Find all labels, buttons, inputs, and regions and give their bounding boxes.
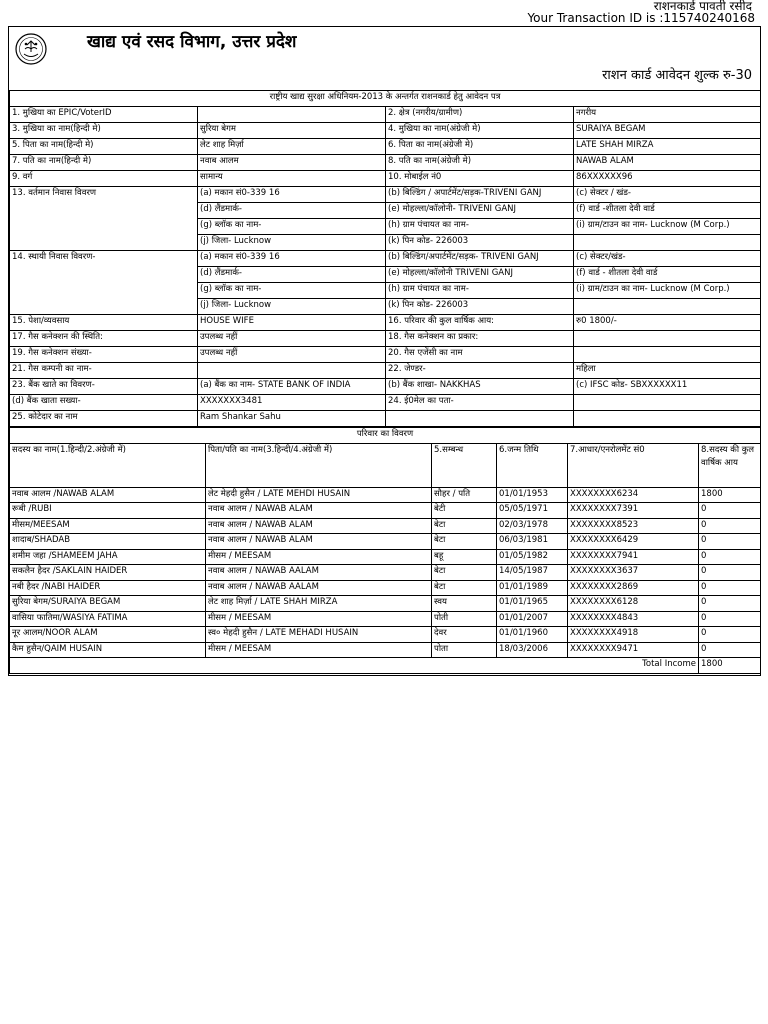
family-cell: शमीम जहा /SHAMEEM JAHA bbox=[10, 549, 206, 565]
applicant-details-table bbox=[9, 91, 761, 427]
family-cell: देवर bbox=[432, 627, 497, 643]
field-label: 19. गैस कनेक्शन संख्या- bbox=[10, 347, 198, 363]
family-cell: नवाब आलम / NAWAB ALAM bbox=[206, 503, 432, 519]
family-cell: मीसम / MEESAM bbox=[206, 549, 432, 565]
permanent-address-cell: (h) ग्राम पंचायत का नाम- bbox=[386, 283, 574, 299]
transaction-line bbox=[527, 11, 755, 25]
current-address-cell: (a) मकान सं0-339 16 bbox=[198, 187, 386, 203]
field-value: नगरीय bbox=[574, 107, 761, 123]
family-member-row bbox=[10, 487, 761, 503]
field-value: HOUSE WIFE bbox=[198, 315, 386, 331]
application-form bbox=[8, 26, 761, 676]
family-member-row bbox=[10, 596, 761, 612]
current-address-cell: (k) पिन कोड- 226003 bbox=[386, 235, 574, 251]
current-address-cell: (g) ब्लॉक का नाम- bbox=[198, 219, 386, 235]
field-value: 86XXXXXX96 bbox=[574, 171, 761, 187]
form-row bbox=[10, 139, 761, 155]
transaction-id: 115740240168 bbox=[663, 11, 755, 25]
current-address-cell: (i) ग्राम/टाउन का नाम- Lucknow (M Corp.) bbox=[574, 219, 761, 235]
family-cell: बहू bbox=[432, 549, 497, 565]
family-cell: 0 bbox=[699, 596, 761, 612]
field-label: 22. जेण्डर- bbox=[386, 363, 574, 379]
family-column-header: सदस्य का नाम(1.हिन्दी/2.अंग्रेजी में) bbox=[10, 443, 206, 487]
family-cell: XXXXXXXX3637 bbox=[568, 565, 699, 581]
family-member-row bbox=[10, 518, 761, 534]
family-member-row bbox=[10, 611, 761, 627]
current-address-label: 13. वर्तमान निवास विवरण bbox=[10, 187, 198, 251]
family-member-row bbox=[10, 580, 761, 596]
family-cell: 0 bbox=[699, 642, 761, 658]
permanent-address-cell: (a) मकान सं0-339 16 bbox=[198, 251, 386, 267]
total-income-value: 1800 bbox=[699, 658, 761, 674]
field-value: सुरिया बेगम bbox=[198, 123, 386, 139]
field-value: SURAIYA BEGAM bbox=[574, 123, 761, 139]
field-value: नवाब आलम bbox=[198, 155, 386, 171]
field-label: 17. गैस कनेक्शन की स्थिति: bbox=[10, 331, 198, 347]
form-row bbox=[10, 411, 761, 427]
field-label: 21. गैस कम्पनी का नाम- bbox=[10, 363, 198, 379]
family-cell: 01/01/1953 bbox=[497, 487, 568, 503]
form-row bbox=[10, 331, 761, 347]
family-cell: सकलैन हैदर /SAKLAIN HAIDER bbox=[10, 565, 206, 581]
family-cell: 0 bbox=[699, 611, 761, 627]
form-row bbox=[10, 347, 761, 363]
form-row bbox=[10, 171, 761, 187]
field-label: 20. गैस एजेंसी का नाम bbox=[386, 347, 574, 363]
current-address-cell bbox=[574, 235, 761, 251]
form-title: राष्ट्रीय खाद्य सुरक्षा अधिनियम-2013 के अन्तर्गत राशनकार्ड हेतु आवेदन पत्र bbox=[10, 91, 761, 107]
field-label: 4. मुखिया का नाम(अंग्रेजी मे) bbox=[386, 123, 574, 139]
family-cell: नवाब आलम /NAWAB ALAM bbox=[10, 487, 206, 503]
permanent-address-cell bbox=[574, 299, 761, 315]
family-cell: XXXXXXXX7941 bbox=[568, 549, 699, 565]
field-label: 10. मोबाईल नं0 bbox=[386, 171, 574, 187]
field-value: रु0 1800/- bbox=[574, 315, 761, 331]
field-label: 25. कोटेदार का नाम bbox=[10, 411, 198, 427]
field-value: उपलब्ध नहीं bbox=[198, 347, 386, 363]
field-label: 7. पति का नाम(हिन्दी मे) bbox=[10, 155, 198, 171]
family-cell: सुरिया बेगम/SURAIYA BEGAM bbox=[10, 596, 206, 612]
permanent-address-cell: (j) जिला- Lucknow bbox=[198, 299, 386, 315]
field-value: सामान्य bbox=[198, 171, 386, 187]
family-cell: 0 bbox=[699, 565, 761, 581]
transaction-label: Your Transaction ID is : bbox=[527, 11, 664, 25]
field-value bbox=[198, 363, 386, 379]
family-cell: स्व० मेहदी हुसैन / LATE MEHADI HUSAIN bbox=[206, 627, 432, 643]
field-label: 2. क्षेत्र (नगरीय/ग्रामीण) bbox=[386, 107, 574, 123]
current-address-cell: (b) बिल्डिंग / अपार्टमेंट/सड़क-TRIVENI GANJ bbox=[386, 187, 574, 203]
family-cell: 01/01/1965 bbox=[497, 596, 568, 612]
family-title: परिवार का विवरण bbox=[10, 428, 761, 444]
permanent-address-cell: (k) पिन कोड- 226003 bbox=[386, 299, 574, 315]
family-cell: मीसम / MEESAM bbox=[206, 642, 432, 658]
field-value: उपलब्ध नहीं bbox=[198, 331, 386, 347]
family-cell: 0 bbox=[699, 580, 761, 596]
current-address-cell: (h) ग्राम पंचायत का नाम- bbox=[386, 219, 574, 235]
current-address-cell: (e) मोहल्ला/कॉलोनी- TRIVENI GANJ bbox=[386, 203, 574, 219]
family-cell: लेट शाह मिर्ज़ा / LATE SHAH MIRZA bbox=[206, 596, 432, 612]
family-member-row bbox=[10, 627, 761, 643]
field-label: 1. मुखिया का EPIC/VoterID bbox=[10, 107, 198, 123]
field-value: NAWAB ALAM bbox=[574, 155, 761, 171]
field-label: 8. पति का नाम(अंग्रेजी मे) bbox=[386, 155, 574, 171]
family-header-row bbox=[10, 443, 761, 487]
field-value: LATE SHAH MIRZA bbox=[574, 139, 761, 155]
current-address-cell: (f) वार्ड -शीतला देवी वार्ड bbox=[574, 203, 761, 219]
family-cell: नवाब आलम / NAWAB AALAM bbox=[206, 580, 432, 596]
family-cell: 06/03/1981 bbox=[497, 534, 568, 550]
form-row bbox=[10, 315, 761, 331]
family-cell: 0 bbox=[699, 549, 761, 565]
form-row bbox=[10, 363, 761, 379]
field-value: Ram Shankar Sahu bbox=[198, 411, 386, 427]
fee-text: राशन कार्ड आवेदन शुल्क रु-30 bbox=[602, 68, 752, 83]
family-cell: XXXXXXXX7391 bbox=[568, 503, 699, 519]
receipt-title: राशनकार्ड पावती रसीद bbox=[653, 0, 752, 13]
family-cell: 01/05/1982 bbox=[497, 549, 568, 565]
field-label: 24. ई0मेल का पता- bbox=[386, 395, 574, 411]
family-title-row bbox=[10, 428, 761, 444]
family-cell: 14/05/1987 bbox=[497, 565, 568, 581]
family-column-header: 8.सदस्य की कुल वार्षिक आय bbox=[699, 443, 761, 487]
permanent-address-cell: (i) ग्राम/टाउन का नाम- Lucknow (M Corp.) bbox=[574, 283, 761, 299]
family-column-header: 6.जन्म तिथि bbox=[497, 443, 568, 487]
family-cell: नबी हैदर /NABI HAIDER bbox=[10, 580, 206, 596]
family-cell: मीसम/MEESAM bbox=[10, 518, 206, 534]
field-value: XXXXXXX3481 bbox=[198, 395, 386, 411]
field-value bbox=[574, 395, 761, 411]
family-cell: 05/05/1971 bbox=[497, 503, 568, 519]
field-value bbox=[198, 107, 386, 123]
family-cell: 0 bbox=[699, 503, 761, 519]
family-cell: XXXXXXXX4843 bbox=[568, 611, 699, 627]
family-cell: लेट मेहदी हुसैन / LATE MEHDI HUSAIN bbox=[206, 487, 432, 503]
family-member-row bbox=[10, 549, 761, 565]
form-header bbox=[9, 27, 760, 91]
family-cell: 02/03/1978 bbox=[497, 518, 568, 534]
family-cell: 0 bbox=[699, 534, 761, 550]
family-cell: कैम हुसैन/QAIM HUSAIN bbox=[10, 642, 206, 658]
family-cell: XXXXXXXX6128 bbox=[568, 596, 699, 612]
field-value bbox=[574, 411, 761, 427]
bank-name: (a) बैंक का नाम- STATE BANK OF INDIA bbox=[198, 379, 386, 395]
family-cell: 1800 bbox=[699, 487, 761, 503]
field-value bbox=[574, 347, 761, 363]
family-cell: बेटा bbox=[432, 518, 497, 534]
family-cell: 18/03/2006 bbox=[497, 642, 568, 658]
family-cell: स्वय bbox=[432, 596, 497, 612]
field-label: (d) बैंक खाता सख्या- bbox=[10, 395, 198, 411]
family-cell: 01/01/1989 bbox=[497, 580, 568, 596]
up-state-emblem-icon bbox=[15, 33, 47, 65]
field-label: 3. मुखिया का नाम(हिन्दी मे) bbox=[10, 123, 198, 139]
family-cell: XXXXXXXX4918 bbox=[568, 627, 699, 643]
family-cell: शादाब/SHADAB bbox=[10, 534, 206, 550]
field-value bbox=[574, 331, 761, 347]
family-cell: नवाब आलम / NAWAB AALAM bbox=[206, 565, 432, 581]
family-cell: 01/01/1960 bbox=[497, 627, 568, 643]
field-label: 15. पेशा/व्यवसाय bbox=[10, 315, 198, 331]
family-cell: XXXXXXXX9471 bbox=[568, 642, 699, 658]
total-income-label: Total Income bbox=[10, 658, 699, 674]
permanent-address-row bbox=[10, 251, 761, 267]
family-cell: XXXXXXXX6429 bbox=[568, 534, 699, 550]
permanent-address-label: 14. स्थायी निवास विवरण- bbox=[10, 251, 198, 315]
family-cell: 0 bbox=[699, 518, 761, 534]
form-title-row bbox=[10, 91, 761, 107]
bank-row bbox=[10, 379, 761, 395]
department-title: खाद्य एवं रसद विभाग, उत्तर प्रदेश bbox=[87, 32, 297, 52]
family-cell: 0 bbox=[699, 627, 761, 643]
family-cell: नूर आलम/NOOR ALAM bbox=[10, 627, 206, 643]
family-cell: पोता bbox=[432, 642, 497, 658]
bank-branch: (b) बैंक शाखा- NAKKHAS bbox=[386, 379, 574, 395]
family-member-row bbox=[10, 534, 761, 550]
permanent-address-cell: (f) वार्ड - शीतला देवी वार्ड bbox=[574, 267, 761, 283]
family-column-header: पिता/पति का नाम(3.हिन्दी/4.अंग्रेजी में) bbox=[206, 443, 432, 487]
family-column-header: 7.आधार/एनरोलमेंट सं0 bbox=[568, 443, 699, 487]
bank-ifsc: (c) IFSC कोड- SBXXXXXX11 bbox=[574, 379, 761, 395]
field-value: लेट शाह मिर्ज़ा bbox=[198, 139, 386, 155]
family-cell: नवाब आलम / NAWAB ALAM bbox=[206, 518, 432, 534]
family-member-row bbox=[10, 642, 761, 658]
current-address-cell: (j) जिला- Lucknow bbox=[198, 235, 386, 251]
form-row bbox=[10, 123, 761, 139]
permanent-address-cell: (e) मोहल्ला/कॉलोनी TRIVENI GANJ bbox=[386, 267, 574, 283]
family-cell: XXXXXXXX6234 bbox=[568, 487, 699, 503]
permanent-address-cell: (c) सेक्टर/खंड- bbox=[574, 251, 761, 267]
field-label: 16. परिवार की कुल वार्षिक आय: bbox=[386, 315, 574, 331]
permanent-address-cell: (g) ब्लॉक का नाम- bbox=[198, 283, 386, 299]
family-cell: XXXXXXXX8523 bbox=[568, 518, 699, 534]
family-cell: रूबी /RUBI bbox=[10, 503, 206, 519]
field-label: 6. पिता का नाम(अंग्रेजी मे) bbox=[386, 139, 574, 155]
bank-label: 23. बैंक खाते का विवरण- bbox=[10, 379, 198, 395]
form-row bbox=[10, 395, 761, 411]
family-cell: पोती bbox=[432, 611, 497, 627]
family-member-row bbox=[10, 565, 761, 581]
family-cell: XXXXXXXX2869 bbox=[568, 580, 699, 596]
field-label: 9. वर्ग bbox=[10, 171, 198, 187]
family-cell: सौहर / पति bbox=[432, 487, 497, 503]
form-row bbox=[10, 107, 761, 123]
family-cell: मीसम / MEESAM bbox=[206, 611, 432, 627]
family-member-row bbox=[10, 503, 761, 519]
family-cell: बेटा bbox=[432, 534, 497, 550]
family-details-table bbox=[9, 427, 761, 674]
permanent-address-cell: (d) लैंडमार्क- bbox=[198, 267, 386, 283]
form-row bbox=[10, 155, 761, 171]
family-cell: बेटा bbox=[432, 565, 497, 581]
total-income-row bbox=[10, 658, 761, 674]
family-cell: वासिया फातिमा/WASIYA FATIMA bbox=[10, 611, 206, 627]
field-value: महिला bbox=[574, 363, 761, 379]
family-cell: 01/01/2007 bbox=[497, 611, 568, 627]
field-label: 18. गैस कनेक्शन का प्रकार: bbox=[386, 331, 574, 347]
family-cell: बेटा bbox=[432, 580, 497, 596]
current-address-row bbox=[10, 187, 761, 203]
field-label bbox=[386, 411, 574, 427]
current-address-cell: (c) सेक्टर / खंड- bbox=[574, 187, 761, 203]
family-cell: बेटी bbox=[432, 503, 497, 519]
current-address-cell: (d) लैंडमार्क- bbox=[198, 203, 386, 219]
permanent-address-cell: (b) बिल्डिंग/अपार्टमेंट/सड़क- TRIVENI GANJ bbox=[386, 251, 574, 267]
family-cell: नवाब आलम / NAWAB ALAM bbox=[206, 534, 432, 550]
family-column-header: 5.सम्बन्ध bbox=[432, 443, 497, 487]
field-label: 5. पिता का नाम(हिन्दी मे) bbox=[10, 139, 198, 155]
